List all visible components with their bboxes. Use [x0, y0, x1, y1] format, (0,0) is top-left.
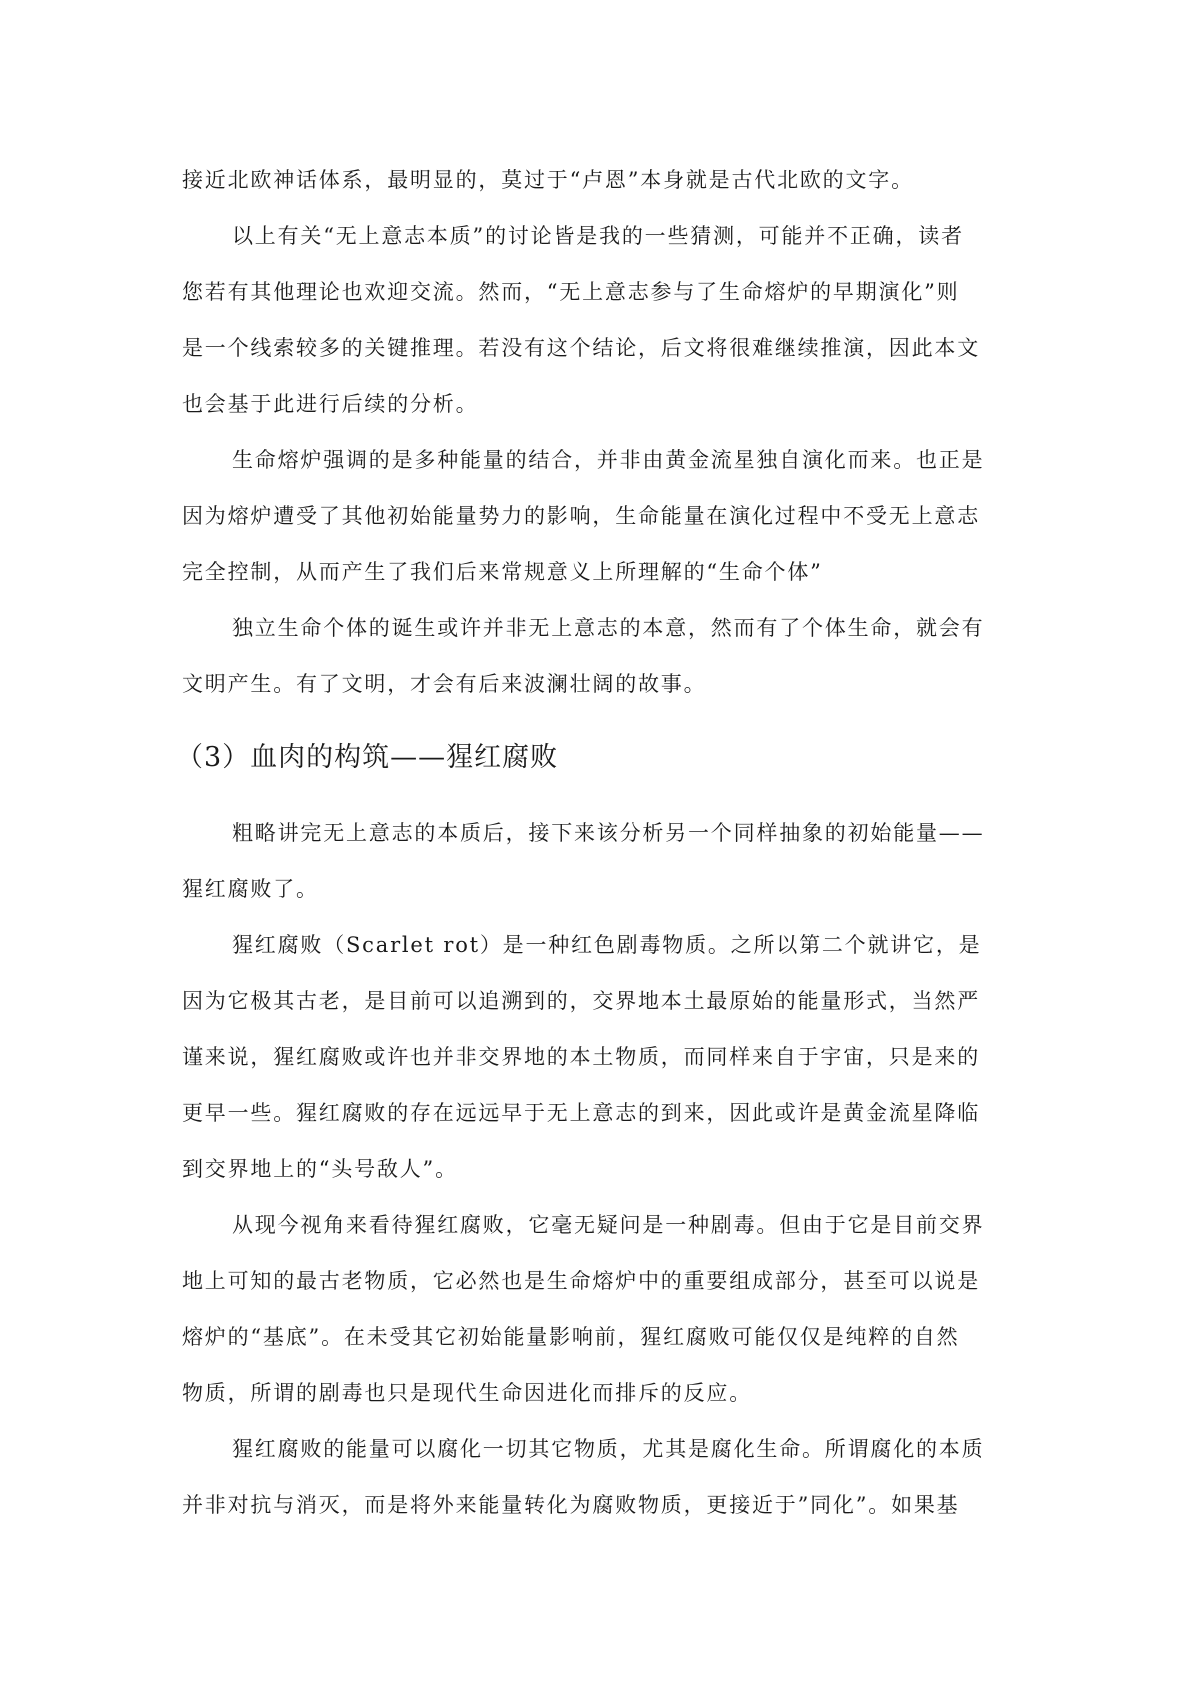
section-heading: （3）血肉的构筑——猩红腐败 — [176, 742, 559, 773]
text-line: 谨来说，猩红腐败或许也并非交界地的本土物质，而同样来自于宇宙，只是来的 — [182, 1045, 980, 1069]
text-line: 从现今视角来看待猩红腐败，它毫无疑问是一种剧毒。但由于它是目前交界 — [232, 1213, 985, 1237]
text-line: 并非对抗与消灭，而是将外来能量转化为腐败物质，更接近于”同化”。如果基 — [182, 1493, 960, 1517]
text-line: 文明产生。有了文明，才会有后来波澜壮阔的故事。 — [182, 672, 707, 696]
text-line: 更早一些。猩红腐败的存在远远早于无上意志的到来，因此或许是黄金流星降临 — [182, 1101, 980, 1125]
text-line: 猩红腐败（Scarlet rot）是一种红色剧毒物质。之所以第二个就讲它，是 — [232, 933, 982, 957]
text-line: 独立生命个体的诞生或许并非无上意志的本意，然而有了个体生命，就会有 — [232, 616, 985, 640]
text-line: 物质，所谓的剧毒也只是现代生命因进化而排斥的反应。 — [182, 1381, 752, 1405]
text-line: 猩红腐败的能量可以腐化一切其它物质，尤其是腐化生命。所谓腐化的本质 — [232, 1437, 985, 1461]
text-line: 您若有其他理论也欢迎交流。然而，“无上意志参与了生命熔炉的早期演化”则 — [182, 280, 960, 304]
text-line: 粗略讲完无上意志的本质后，接下来该分析另一个同样抽象的初始能量—— — [232, 821, 985, 845]
text-line: 接近北欧神话体系，最明显的，莫过于“卢恩”本身就是古代北欧的文字。 — [182, 168, 914, 192]
text-line: 熔炉的“基底”。在未受其它初始能量影响前，猩红腐败可能仅仅是纯粹的自然 — [182, 1325, 960, 1349]
text-line: 到交界地上的“头号敌人”。 — [182, 1157, 458, 1181]
text-line: 也会基于此进行后续的分析。 — [182, 392, 479, 416]
text-line: 地上可知的最古老物质，它必然也是生命熔炉中的重要组成部分，甚至可以说是 — [182, 1269, 980, 1293]
text-line: 完全控制，从而产生了我们后来常规意义上所理解的“生命个体” — [182, 560, 823, 584]
text-line: 是一个线索较多的关键推理。若没有这个结论，后文将很难继续推演，因此本文 — [182, 336, 980, 360]
text-line: 生命熔炉强调的是多种能量的结合，并非由黄金流星独自演化而来。也正是 — [232, 448, 985, 472]
text-line: 以上有关“无上意志本质”的讨论皆是我的一些猜测，可能并不正确，读者 — [232, 224, 964, 248]
text-line: 猩红腐败了。 — [182, 877, 319, 901]
text-line: 因为它极其古老，是目前可以追溯到的，交界地本土最原始的能量形式，当然严 — [182, 989, 980, 1013]
text-line: 因为熔炉遭受了其他初始能量势力的影响，生命能量在演化过程中不受无上意志 — [182, 504, 980, 528]
